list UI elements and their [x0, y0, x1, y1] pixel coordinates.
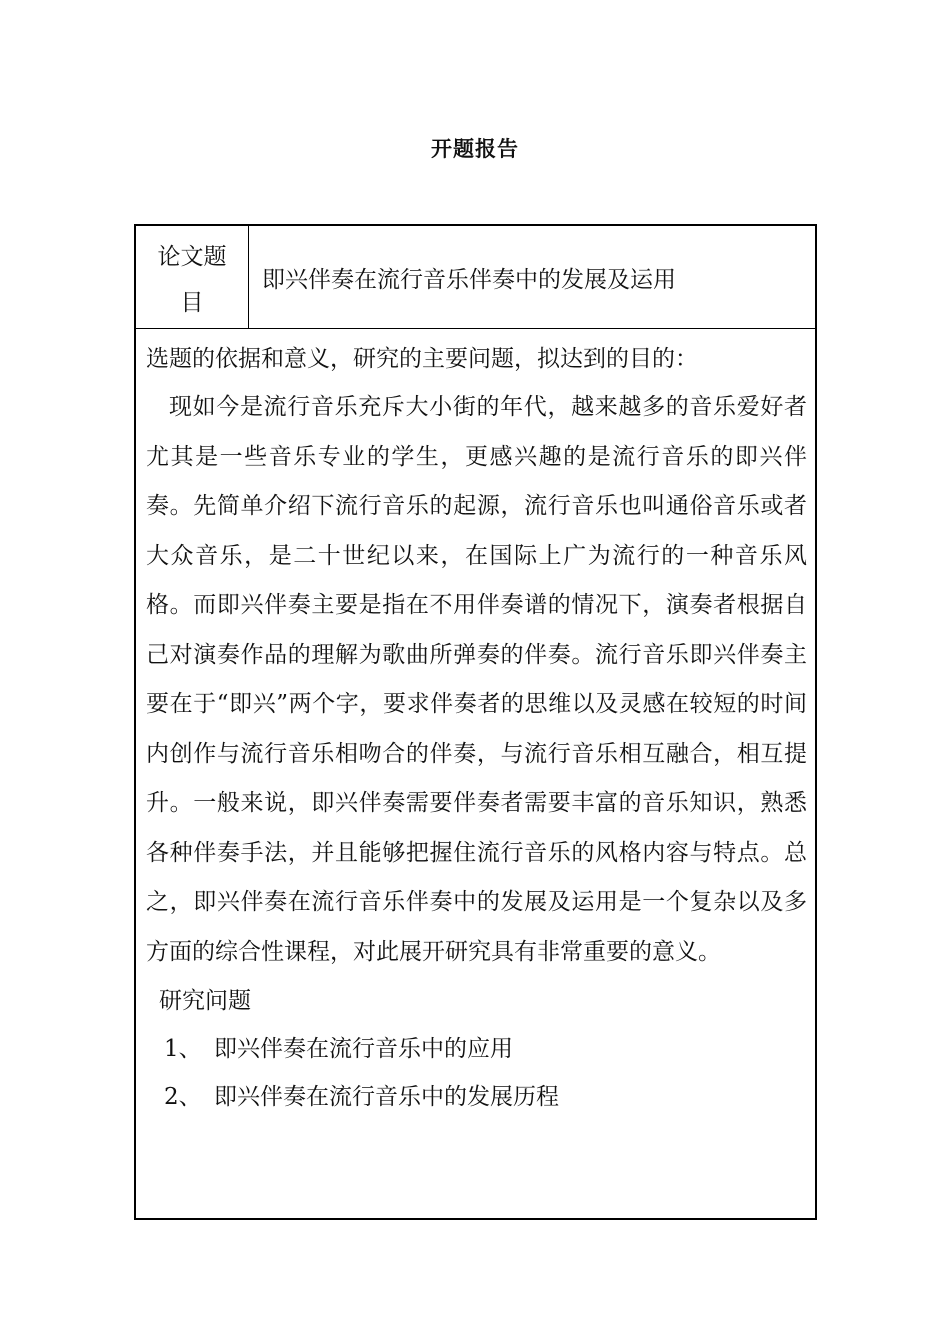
- research-item-number: 2、: [164, 1084, 202, 1110]
- section-heading: 选题的依据和意义，研究的主要问题，拟达到的目的：: [146, 346, 698, 372]
- report-table: [134, 224, 817, 1220]
- research-item-text: 即兴伴奏在流行音乐中的发展历程: [214, 1084, 559, 1110]
- thesis-title-row: [136, 226, 815, 329]
- research-questions-heading: 研究问题: [159, 988, 251, 1014]
- thesis-title-value: 即兴伴奏在流行音乐伴奏中的发展及运用: [262, 266, 676, 293]
- page-title: 开题报告: [431, 137, 519, 161]
- research-item: [146, 1073, 807, 1121]
- research-item-text: 即兴伴奏在流行音乐中的应用: [214, 1036, 513, 1062]
- research-item: [146, 1025, 807, 1073]
- rationale-paragraph: 现如今是流行音乐充斥大小街的年代，越来越多的音乐爱好者尤其是一些音乐专业的学生，更感兴趣的是流行音乐的即兴伴奏。先简单介绍下流行音乐的起源，流行音乐也叫通俗音乐或者大众音乐，是二十世纪以来，在国际上广为流行的一种音乐风格。而即兴伴奏主要是指在不用伴奏谱的情况下，演奏者根据自己对演奏作品的理解为歌曲所弹奏的伴奏。流行音乐即兴伴奏主要在于“即兴”两个字，要求伴奏者的思维以及灵感在较短的时间内创作与流行音乐相吻合的伴奏，与流行音乐相互融合，相互提升。一般来说，即兴伴奏需要伴奏者需要丰富的音乐知识，熟悉各种伴奏手法，并且能够把握住流行音乐的风格内容与特点。总之，即兴伴奏在流行音乐伴奏中的发展及运用是一个复杂以及多方面的综合性课程，对此展开研究具有非常重要的意义。: [146, 394, 807, 965]
- research-item-number: 1、: [164, 1036, 202, 1062]
- thesis-title-label: 论文题目: [136, 226, 249, 328]
- rationale-cell: [136, 329, 815, 1121]
